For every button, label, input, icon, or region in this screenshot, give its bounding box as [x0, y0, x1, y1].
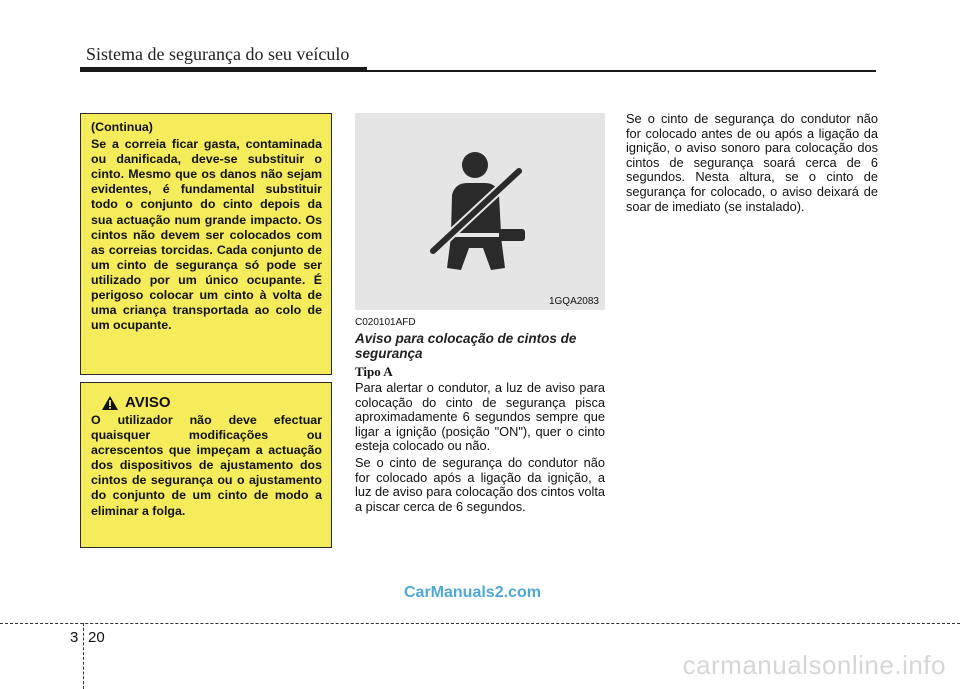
section-title: Aviso para colocação de cintos de segurança: [355, 331, 577, 361]
seatbelt-warning-icon: [355, 113, 605, 310]
caution-box-heading: (Continua): [91, 120, 153, 134]
paragraph-2: Se o cinto de segurança do condutor não for colocado após a ligação da ignição, a luz de aviso para colocação dos cintos volta a piscar cerca de 6 segundos.: [355, 454, 605, 514]
header-rule-thick: [80, 67, 367, 72]
section-code: C020101AFD: [355, 317, 416, 328]
section-body-right: [626, 112, 878, 214]
seatbelt-figure: [355, 113, 605, 310]
page-header-title: Sistema de segurança do seu veículo: [86, 44, 350, 64]
footer-divider: [83, 623, 84, 689]
carmanuals-watermark: CarManuals2.com: [404, 584, 541, 601]
header-rule-thin: [367, 70, 876, 72]
warning-box-text: O utilizador não deve efectuar quaisquer modificações ou acrescentos que impeçam a actuação dos dispositivos de ajustamento dos cintos de segurança ou o ajustamento do conjunto de um cinto de modo a eliminar a folga.: [91, 413, 322, 518]
figure-code: 1GQA2083: [548, 296, 599, 307]
type-label: Tipo A: [355, 364, 393, 379]
caution-continued-box: [80, 113, 332, 375]
warning-box: [80, 382, 332, 548]
paragraph-3: Se o cinto de segurança do condutor não for colocado antes de ou após a ligação da ignição, o aviso sonoro para colocação dos cintos de segurança soará cerca de 6 segundos. Nesta altura, se o cinto de segurança for colocado, o aviso deixará de soar de imediato (se instalado).: [626, 111, 878, 214]
warning-box-heading: AVISO: [125, 394, 171, 412]
caution-box-text: Se a correia ficar gasta, contaminada ou danificada, deve-se substituir o cinto. Mesmo que os danos não sejam evidentes, é fundamental substituir todo o conjunto do cinto depois da sua actuação num grande impacto. Os cintos não devem ser colocados com as correias torcidas. Cada conjunto de um cinto de segurança só pode ser utilizado por um único ocupante. É perigoso colocar um cinto à volta de uma criança transportada ao colo de um ocupante.: [91, 137, 322, 333]
warning-box-header: [101, 395, 322, 411]
site-watermark: carmanualsonline.info: [682, 650, 946, 680]
paragraph-1: Para alertar o condutor, a luz de aviso para colocação do cinto de segurança pisca aproximadamente 6 segundos sempre que ligar a ignição (posição "ON"), quer o cinto esteja colocado ou não.: [355, 380, 605, 454]
warning-triangle-icon: [101, 395, 119, 411]
footer-rule: [0, 623, 960, 624]
page-number: 20: [88, 629, 105, 646]
section-body-left: [355, 381, 605, 514]
chapter-number: 3: [70, 629, 79, 646]
